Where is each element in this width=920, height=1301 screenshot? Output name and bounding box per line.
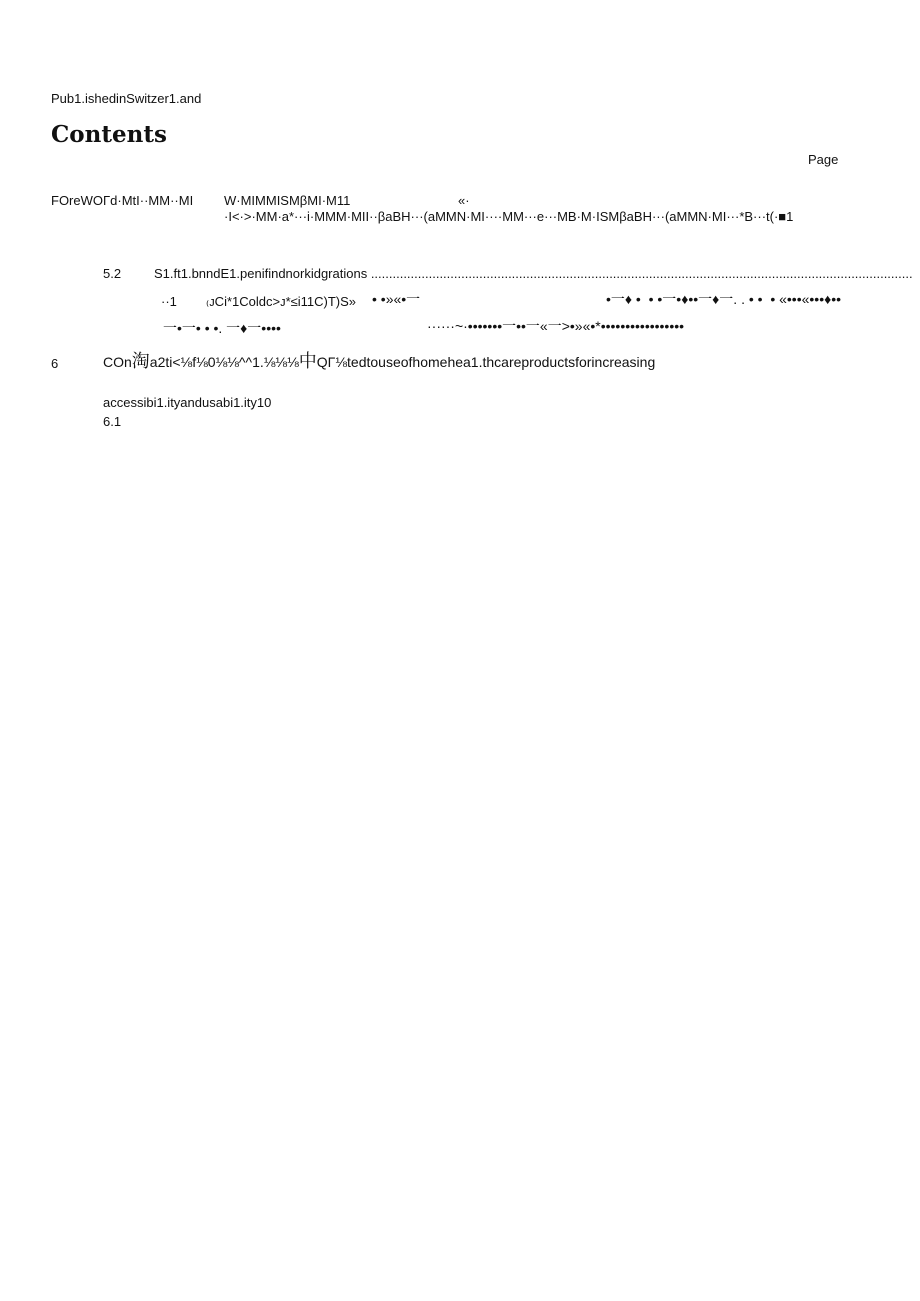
toc-section-number-6-1: 6.1 [103,414,122,429]
toc-garbled-text: ₍ᴊCi*1Coldc>ᴊ*≤i11C)T)S» [206,294,357,309]
toc-entry-6-continuation: accessibi1.ityandusabi1.ity10 [103,395,272,410]
toc-section-number-6: 6 [51,356,59,371]
page-title: Contents [51,121,167,148]
toc-garbled-symbols-right: •一♦ • • •一•♦••一♦一. . • • • «•••«•••♦•• [606,291,842,307]
toc-entry-5-2[interactable]: S1.ft1.bnndE1.penifindnorkidgrations ...................................................................................................................................................... [154,266,913,281]
toc-garbled-symbols-line2-left: 一•一• • •. 一♦一•••• [163,320,281,336]
toc-garbled-number: ··1 [161,294,177,309]
toc-garbled-symbols: • •»«•一 [372,291,421,307]
page-column-header: Page [808,152,839,167]
toc-entry-6-part-3: QΓ⅛tedtouseofhomehea1.thcareproductsforincreasing [316,354,656,370]
toc-entry-foreword-garble-2: «· [458,193,470,208]
toc-entry-foreword-garble-line: ·I<·>·MM·a*···i·MMM·MII··βaBH···(aMMN·MI····MM···e···MB·M·ISMβaBH···(aMMN·MI···*B···t(·■1 [224,209,794,224]
toc-entry-6-part-1: COn [103,354,132,370]
toc-entry-6-glyph-1: 淘 [131,351,150,372]
toc-entry-6[interactable] [103,352,655,372]
published-in-note: Pub1.ishedinSwitzer1.and [51,91,202,106]
toc-entry-6-part-2: a2ti<⅛f⅛0⅛⅛^^1.⅛⅛⅛ [149,354,299,370]
toc-garbled-symbols-line2-right: ······~·•••••••一••一«一>•»«•*••••••••••••••••• [427,318,685,334]
toc-entry-6-glyph-2: 中 [298,351,317,372]
toc-section-number-5-2: 5.2 [103,266,122,281]
toc-entry-foreword-label[interactable]: FOreWOΓd·MtI··MM··MI [51,193,194,208]
toc-entry-foreword-garble-1: W·MIMMISMβMI·M11 [224,193,351,208]
